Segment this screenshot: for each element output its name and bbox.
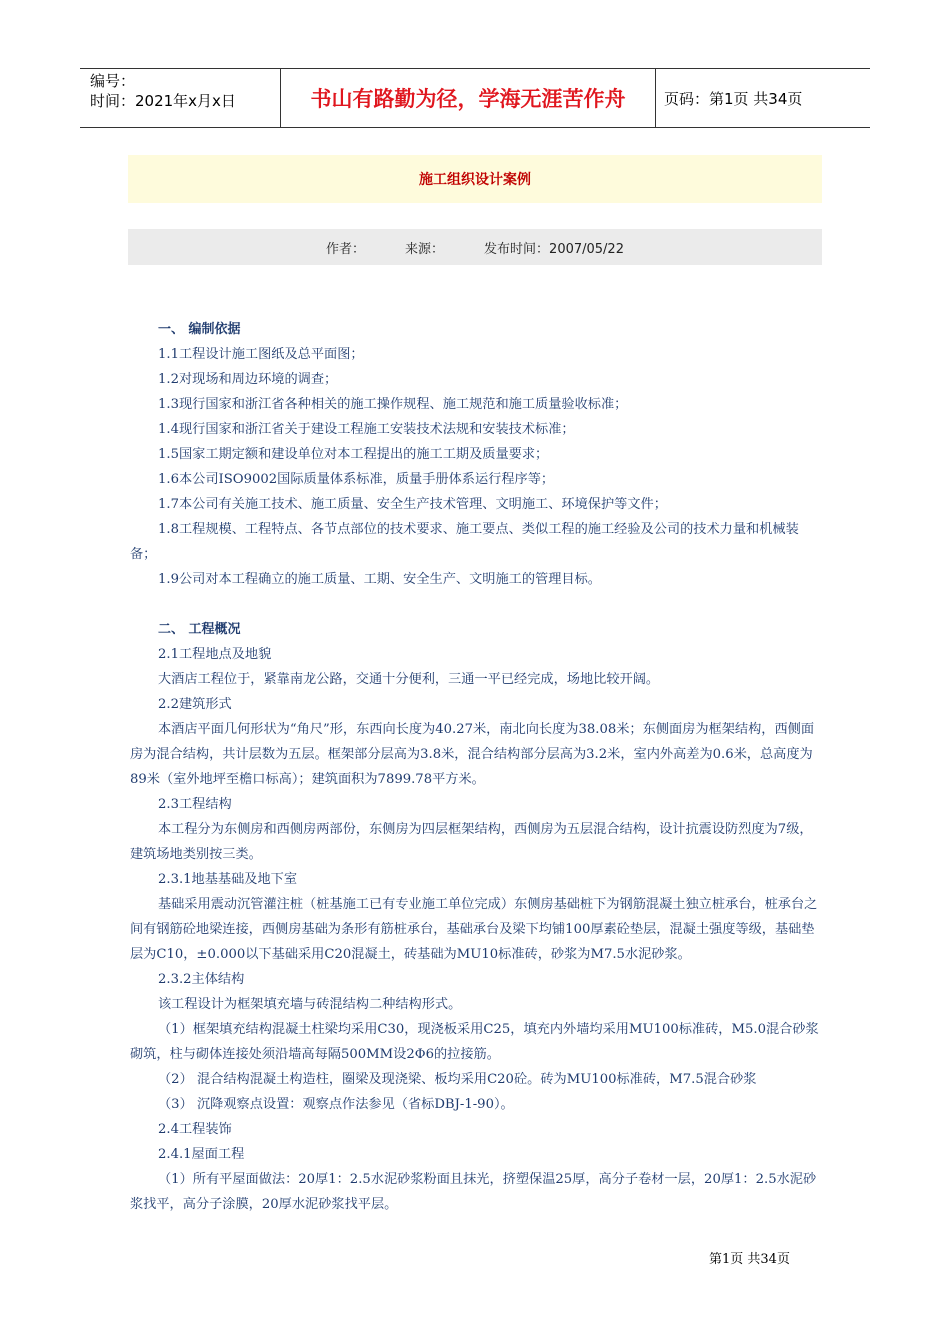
source-label: 来源： [405, 241, 445, 257]
publish-date: 发布时间：2007/05/22 [484, 241, 624, 257]
paragraph: 2.4.1屋面工程 [158, 1147, 245, 1162]
paragraph: 1.7本公司有关施工技术、施工质量、安全生产技术管理、文明施工、环境保护等文件； [158, 497, 667, 512]
paragraph: 1.2对现场和周边环境的调查； [158, 372, 338, 387]
header-table [80, 68, 870, 128]
article-meta [128, 229, 822, 265]
paragraph: 1.9公司对本工程确立的施工质量、工期、安全生产、文明施工的管理目标。 [158, 572, 601, 587]
page-footer: 第1页 共34页 [709, 1252, 790, 1267]
paragraph: 2.3.2主体结构 [158, 972, 245, 987]
paragraph: （1）框架填充结构混凝土柱梁均采用C30，现浇板采用C25，填充内外墙均采用MU100标准砖，M5.0混合砂浆砌筑，柱与砌体连接处须沿墙高每隔500MM设2Φ6的拉接筋。 [130, 1022, 819, 1062]
number-label: 编号： [90, 72, 136, 90]
header-page-label: 页码：第1页 共34页 [664, 89, 803, 108]
author-label: 作者： [326, 241, 366, 257]
paragraph: 1.4现行国家和浙江省关于建设工程施工安装技术法规和安装技术标准； [158, 422, 575, 437]
paragraph: 1.3现行国家和浙江省各种相关的施工操作规程、施工规范和施工质量验收标准； [158, 397, 628, 412]
time-label: 时间：2021年x月x日 [90, 92, 236, 110]
paragraph: 基础采用震动沉管灌注桩（桩基施工已有专业施工单位完成）东侧房基础桩下为钢筋混凝土独立桩承台，桩承台之间有钢筋砼地梁连接，西侧房基础为条形有筋桩承台，基础承台及梁下均铺100厚素砼垫层，混凝土强度等级，基础垫层为C10，±0.000以下基础采用C20混凝土，砖基础为MU10标准砖，砂浆为M7.5水泥砂浆。 [130, 897, 818, 962]
paragraph: 1.6本公司ISO9002国际质量体系标准，质量手册体系运行程序等； [158, 472, 555, 487]
paragraph: 本工程分为东侧房和西侧房两部份，东侧房为四层框架结构，西侧房为五层混合结构，设计抗震设防烈度为7级，建筑场地类别按三类。 [130, 822, 813, 862]
header-motto: 书山有路勤为径，学海无涯苦作舟 [281, 69, 656, 127]
paragraph: （1）所有平屋面做法：20厚1：2.5水泥砂浆粉面且抹光，挤塑保温25厚，高分子卷材一层，20厚1：2.5水泥砂浆找平，高分子涂膜，20厚水泥砂浆找平层。 [130, 1172, 817, 1212]
paragraph: 2.3工程结构 [158, 797, 232, 812]
paragraph: 2.4工程装饰 [158, 1122, 232, 1137]
paragraph: 大酒店工程位于，紧靠南龙公路，交通十分便利，三通一平已经完成，场地比较开阔。 [158, 672, 660, 687]
section-heading: 一、 编制依据 [158, 322, 241, 337]
article-body [130, 317, 824, 1217]
header-info-cell [80, 69, 281, 127]
paragraph: 1.5国家工期定额和建设单位对本工程提出的施工工期及质量要求； [158, 447, 549, 462]
section-heading: 二、 工程概况 [158, 622, 241, 637]
paragraph: 2.3.1地基基础及地下室 [158, 872, 298, 887]
paragraph: 2.2建筑形式 [158, 697, 232, 712]
paragraph: 1.8工程规模、工程特点、各节点部位的技术要求、施工要点、类似工程的施工经验及公司的技术力量和机械装备； [130, 522, 799, 562]
paragraph: （3） 沉降观察点设置：观察点作法参见（省标DBJ-1-90）。 [158, 1097, 514, 1112]
paragraph: 2.1工程地点及地貌 [158, 647, 272, 662]
paragraph: 本酒店平面几何形状为“角尺”形，东西向长度为40.27米，南北向长度为38.08米；东侧面房为框架结构，西侧面房为混合结构，共计层数为五层。框架部分层高为3.8米，混合结构部分层高为3.2米，室内外高差为0.6米，总高度为89米（室外地坪至檐口标高）；建筑面积为7899.78平方米。 [130, 722, 815, 787]
paragraph: （2） 混合结构混凝土构造柱，圈梁及现浇梁、板均采用C20砼。砖为MU100标准砖，M7.5混合砂浆 [158, 1072, 757, 1087]
paragraph: 1.1工程设计施工图纸及总平面图； [158, 347, 364, 362]
paragraph: 该工程设计为框架填充墙与砖混结构二种结构形式。 [158, 997, 462, 1012]
article-title: 施工组织设计案例 [128, 155, 822, 203]
